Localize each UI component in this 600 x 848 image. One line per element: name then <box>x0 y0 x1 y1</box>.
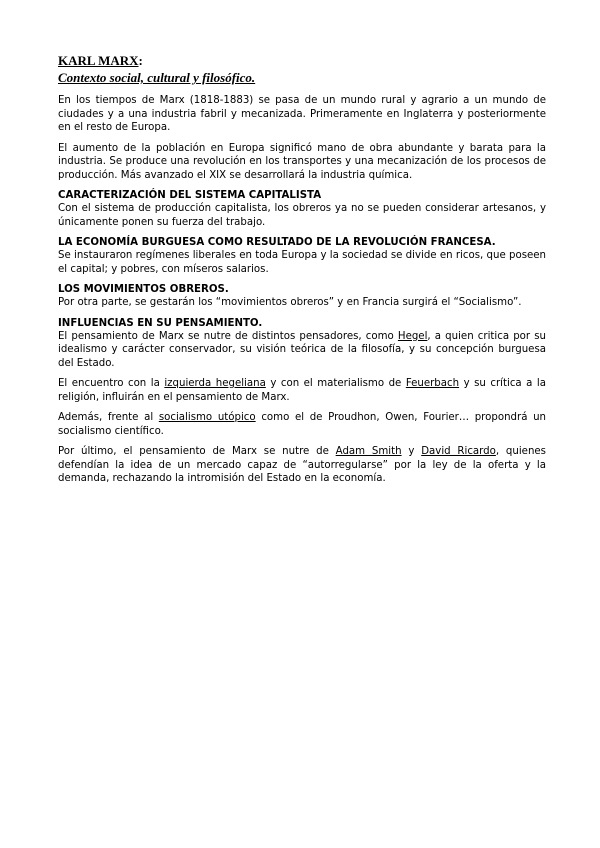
section-heading-influences: INFLUENCIAS EN SU PENSAMIENTO. <box>58 317 263 329</box>
text-run: Además, frente al <box>58 412 159 423</box>
text-run: Por último, el pensamiento de Marx se nutre de <box>58 446 336 457</box>
utopian-socialism-link[interactable]: socialismo utópico <box>158 412 256 423</box>
david-ricardo-link[interactable]: David Ricardo <box>421 446 496 457</box>
section-text-bourgeois-economy: Se instauraron regímenes liberales en toda Europa y la sociedad se divide en ricos, que poseen el capital; y pobres, con míseros salarios. <box>58 250 546 275</box>
text-run: , a quien critica por su idealismo y carácter conservador, su visión teórica de la filosofía, y su concepción burguesa del Estado. <box>58 330 547 369</box>
influences-paragraph-2 <box>58 377 546 404</box>
section-text-capitalism: Con el sistema de producción capitalista, los obreros ya no se pueden considerar artesanos, y únicamente ponen su fuerza del trabajo. <box>58 203 546 228</box>
text-run: El encuentro con la <box>58 378 165 389</box>
text-run: , quienes defendían la idea de un mercado capaz de “autorregularse” por la ley de la oferta y la demanda, rechazando la intromisión del Estado en la economía. <box>58 446 546 484</box>
section-bourgeois-economy <box>58 236 546 276</box>
adam-smith-link[interactable]: Adam Smith <box>335 446 402 457</box>
section-capitalism <box>58 189 546 229</box>
left-hegelians-link[interactable]: izquierda hegeliana <box>164 378 266 389</box>
section-text-workers-movements: Por otra parte, se gestarán los “movimientos obreros” y en Francia surgirá el “Socialismo”. <box>58 297 522 308</box>
section-workers-movements <box>58 283 546 310</box>
text-run: El pensamiento de Marx se nutre de distintos pensadores, como <box>58 330 398 342</box>
section-heading-bourgeois-economy: LA ECONOMÍA BURGUESA COMO RESULTADO DE LA REVOLUCIÓN FRANCESA. <box>58 237 496 248</box>
section-influences <box>58 317 546 486</box>
document-subtitle: Contexto social, cultural y filosófico. <box>58 70 256 85</box>
influences-paragraph-4 <box>58 445 546 486</box>
title-name: KARL MARX <box>58 53 139 68</box>
text-run: y <box>401 446 422 457</box>
document-title <box>58 53 546 69</box>
feuerbach-link[interactable]: Feuerbach <box>405 378 460 389</box>
section-heading-workers-movements: LOS MOVIMIENTOS OBREROS. <box>58 284 229 295</box>
section-heading-capitalism: CARACTERIZACIÓN DEL SISTEMA CAPITALISTA <box>58 190 322 201</box>
document-body <box>58 53 546 493</box>
intro-paragraph-2: El aumento de la población en Europa significó mano de obra abundante y barata para la industria. Se produce una revolución en los transportes y una mecanización de los procesos de producción. Más avanzado el XIX se desarrollará la industria química. <box>58 142 546 181</box>
text-run: como el de Proudhon, Owen, Fourier… propondrá un socialismo científico. <box>58 412 547 437</box>
influences-paragraph-3 <box>58 411 546 438</box>
hegel-link[interactable]: Hegel <box>397 330 428 342</box>
text-run: y su crítica a la religión, influirán en el pensamiento de Marx. <box>58 378 546 403</box>
title-colon: : <box>138 53 143 68</box>
text-run: y con el materialismo de <box>265 378 406 389</box>
influences-paragraph-1 <box>58 330 546 371</box>
intro-paragraph-1: En los tiempos de Marx (1818-1883) se pasa de un mundo rural y agrario a un mundo de ciudades y a una industria fabril y mecanizada. Primeramente en Inglaterra y posteriormente en el resto de Europa. <box>58 95 546 133</box>
